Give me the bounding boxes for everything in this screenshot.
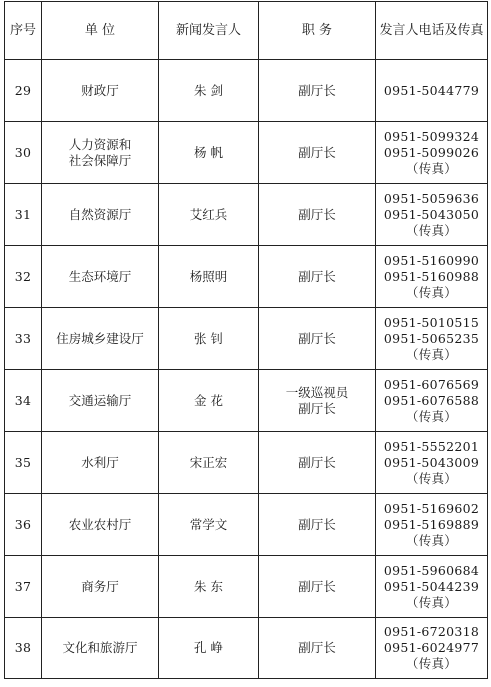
phone-line: （传真） <box>405 594 458 610</box>
phone-line: 0951-5160990 <box>383 252 480 268</box>
row-phone-fax <box>376 494 488 556</box>
position-line: 副厅长 <box>298 578 336 594</box>
phone-line: （传真） <box>405 160 458 176</box>
row-position <box>259 494 376 556</box>
table-row <box>5 432 488 494</box>
table-row <box>5 308 488 370</box>
phone-line: 0951-5043050 <box>383 206 480 222</box>
unit-line: 农业农村厅 <box>68 516 132 532</box>
position-line: 副厅长 <box>298 82 336 98</box>
phone-line: （传真） <box>405 346 458 362</box>
row-phone-fax <box>376 556 488 618</box>
header-spokesperson: 新闻发言人 <box>159 2 259 60</box>
row-index: 29 <box>5 60 42 122</box>
phone-line: （传真） <box>405 656 458 671</box>
position-line: 副厅长 <box>298 516 336 532</box>
phone-line: 0951-6024977 <box>383 640 480 655</box>
row-index: 30 <box>5 122 42 184</box>
unit-line: 商务厅 <box>81 578 119 594</box>
header-position: 职 务 <box>259 2 376 60</box>
position-line: 一级巡视员 <box>285 384 349 400</box>
phone-line: 0951-5044779 <box>383 82 480 98</box>
row-unit <box>42 370 159 432</box>
table-row <box>5 246 488 308</box>
table-row <box>5 494 488 556</box>
row-phone-fax <box>376 184 488 246</box>
row-index: 35 <box>5 432 42 494</box>
row-spokesperson: 常学文 <box>159 494 259 556</box>
table-row <box>5 556 488 618</box>
unit-line: 自然资源厅 <box>68 206 132 222</box>
row-phone-fax <box>376 246 488 308</box>
row-phone-fax <box>376 618 488 679</box>
row-phone-fax <box>376 370 488 432</box>
table-row <box>5 184 488 246</box>
row-unit <box>42 184 159 246</box>
position-line: 副厅长 <box>298 330 336 346</box>
position-line: 副厅长 <box>298 400 336 416</box>
table-row <box>5 122 488 184</box>
row-position <box>259 432 376 494</box>
row-spokesperson: 朱 东 <box>159 556 259 618</box>
unit-line: 生态环境厅 <box>68 268 132 284</box>
row-position <box>259 122 376 184</box>
row-unit <box>42 122 159 184</box>
table-row <box>5 370 488 432</box>
unit-line: 交通运输厅 <box>68 392 132 408</box>
phone-line: 0951-5059636 <box>383 190 480 206</box>
row-spokesperson: 张 钊 <box>159 308 259 370</box>
phone-line: 0951-5043009 <box>383 454 480 470</box>
phone-line: 0951-5099324 <box>383 128 480 144</box>
position-line: 副厅长 <box>298 268 336 284</box>
phone-line: （传真） <box>405 470 458 486</box>
unit-line: 水利厅 <box>81 454 119 470</box>
phone-line: 0951-5169602 <box>383 500 480 516</box>
position-line: 副厅长 <box>298 206 336 222</box>
unit-line: 社会保障厅 <box>68 152 132 168</box>
phone-line: 0951-5552201 <box>383 438 480 454</box>
row-index: 32 <box>5 246 42 308</box>
row-unit <box>42 618 159 679</box>
position-line: 副厅长 <box>298 640 336 655</box>
unit-line: 文化和旅游厅 <box>62 640 138 655</box>
row-index: 31 <box>5 184 42 246</box>
phone-line: 0951-5099026 <box>383 144 480 160</box>
row-unit <box>42 60 159 122</box>
phone-line: 0951-6076588 <box>383 392 480 408</box>
phone-line: 0951-5010515 <box>383 314 480 330</box>
row-unit <box>42 432 159 494</box>
row-position <box>259 184 376 246</box>
phone-line: （传真） <box>405 284 458 300</box>
position-line: 副厅长 <box>298 454 336 470</box>
row-phone-fax <box>376 432 488 494</box>
row-index: 33 <box>5 308 42 370</box>
row-spokesperson: 孔 峥 <box>159 618 259 679</box>
row-phone-fax <box>376 308 488 370</box>
unit-line: 人力资源和 <box>68 136 132 152</box>
phone-line: （传真） <box>405 408 458 424</box>
row-position <box>259 370 376 432</box>
table-row <box>5 60 488 122</box>
row-spokesperson: 杨 帆 <box>159 122 259 184</box>
header-unit: 单 位 <box>42 2 159 60</box>
table-body <box>5 60 488 679</box>
row-index: 36 <box>5 494 42 556</box>
row-phone-fax <box>376 60 488 122</box>
phone-line: （传真） <box>405 222 458 238</box>
row-position <box>259 618 376 679</box>
header-index: 序号 <box>5 2 42 60</box>
row-position <box>259 556 376 618</box>
row-unit <box>42 246 159 308</box>
row-index: 37 <box>5 556 42 618</box>
row-phone-fax <box>376 122 488 184</box>
row-index: 34 <box>5 370 42 432</box>
unit-line: 住房城乡建设厅 <box>56 330 144 346</box>
row-unit <box>42 556 159 618</box>
row-spokesperson: 艾红兵 <box>159 184 259 246</box>
row-spokesperson: 金 花 <box>159 370 259 432</box>
header-phone-fax: 发言人电话及传真 <box>376 2 488 60</box>
row-unit <box>42 308 159 370</box>
row-position <box>259 60 376 122</box>
header-row <box>5 2 488 60</box>
table-row <box>5 618 488 679</box>
phone-line: 0951-5065235 <box>383 330 480 346</box>
phone-line: 0951-5044239 <box>383 578 480 594</box>
position-line: 副厅长 <box>298 144 336 160</box>
row-spokesperson: 朱 剑 <box>159 60 259 122</box>
row-position <box>259 308 376 370</box>
row-unit <box>42 494 159 556</box>
row-spokesperson: 宋正宏 <box>159 432 259 494</box>
row-spokesperson: 杨照明 <box>159 246 259 308</box>
phone-line: 0951-5169889 <box>383 516 480 532</box>
phone-line: 0951-6076569 <box>383 376 480 392</box>
unit-line: 财政厅 <box>81 82 119 98</box>
phone-line: 0951-6720318 <box>383 624 480 639</box>
spokesperson-table <box>4 1 488 679</box>
phone-line: 0951-5160988 <box>383 268 480 284</box>
phone-line: 0951-5960684 <box>383 562 480 578</box>
row-position <box>259 246 376 308</box>
phone-line: （传真） <box>405 532 458 548</box>
row-index: 38 <box>5 618 42 679</box>
